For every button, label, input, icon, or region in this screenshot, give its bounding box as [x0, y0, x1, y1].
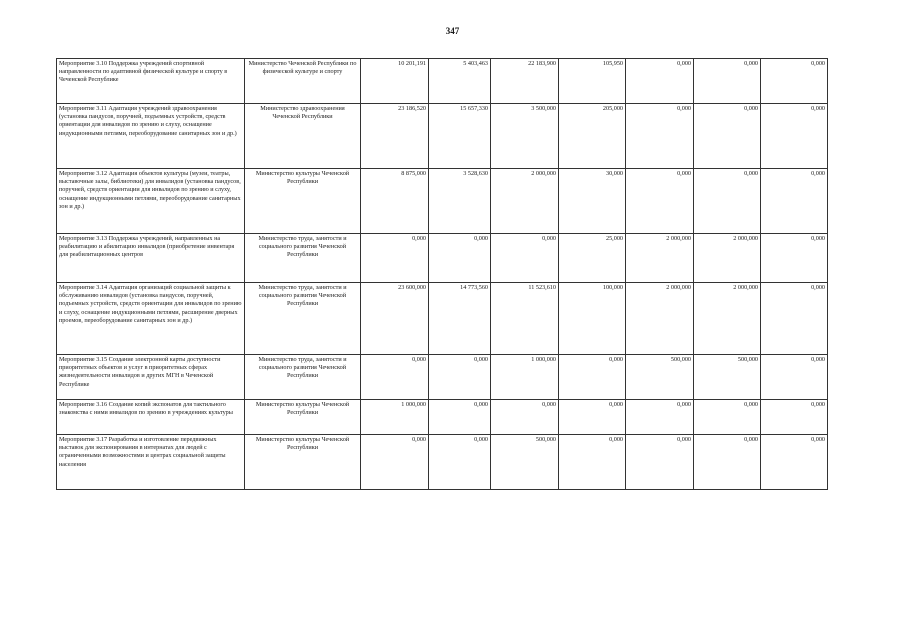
measure-name-cell: Мероприятие 3.11 Адаптация учреждений здравоохранения (установка пандусов, поручней, подъемных устройств, средств ориентации для инвалидов по зрению и слуху, оснащение индукционными петлями, переоборудование санитарных зон и др.) [57, 104, 245, 169]
amount-cell: 0,000 [694, 59, 761, 104]
amount-cell: 0,000 [694, 104, 761, 169]
amount-cell: 15 657,330 [429, 104, 491, 169]
table-row [57, 234, 828, 283]
amount-cell: 5 403,463 [429, 59, 491, 104]
amount-cell: 0,000 [626, 59, 694, 104]
measure-name-cell: Мероприятие 3.13 Поддержка учреждений, направленных на реабилитацию и абилитацию инвалидов (приобретение инвентаря для реабилитационных центров [57, 234, 245, 283]
measure-name-cell: Мероприятие 3.16 Создание копий экспонатов для тактильного знакомства с ними инвалидов по зрению в учреждениях культуры [57, 400, 245, 435]
amount-cell: 25,000 [559, 234, 626, 283]
executor-cell: Министерство труда, занятости и социального развития Чеченской Республики [245, 234, 361, 283]
amount-cell: 0,000 [429, 355, 491, 400]
amount-cell: 0,000 [491, 400, 559, 435]
amount-cell: 0,000 [361, 355, 429, 400]
amount-cell: 205,000 [559, 104, 626, 169]
measure-name-cell: Мероприятие 3.15 Создание электронной карты доступности приоритетных объектов и услуг в приоритетных сферах жизнедеятельности инвалидов и других МГН в Чеченской Республике [57, 355, 245, 400]
amount-cell: 0,000 [429, 400, 491, 435]
amount-cell: 22 183,900 [491, 59, 559, 104]
amount-cell: 0,000 [361, 234, 429, 283]
executor-cell: Министерство культуры Чеченской Республики [245, 435, 361, 490]
amount-cell: 0,000 [761, 435, 828, 490]
amount-cell: 0,000 [761, 355, 828, 400]
table-row [57, 400, 828, 435]
amount-cell: 23 186,520 [361, 104, 429, 169]
amount-cell: 0,000 [626, 400, 694, 435]
amount-cell: 10 201,191 [361, 59, 429, 104]
amount-cell: 3 528,630 [429, 169, 491, 234]
amount-cell: 0,000 [761, 59, 828, 104]
executor-cell: Министерство Чеченской Республики по физической культуре и спорту [245, 59, 361, 104]
amount-cell: 0,000 [761, 283, 828, 355]
amount-cell: 0,000 [694, 169, 761, 234]
amount-cell: 30,000 [559, 169, 626, 234]
amount-cell: 100,000 [559, 283, 626, 355]
amount-cell: 0,000 [761, 234, 828, 283]
measure-name-cell: Мероприятие 3.14 Адаптация организаций социальной защиты к обслуживанию инвалидов (установка пандусов, поручней, подъемных устройств, средств ориентации для инвалидов по зрению и слуху, оснащение индукционными петлями, расширение дверных проемов, переоборудование санитарных зон и др.) [57, 283, 245, 355]
amount-cell: 2 000,000 [626, 283, 694, 355]
amount-cell: 500,000 [694, 355, 761, 400]
amount-cell: 0,000 [761, 169, 828, 234]
executor-cell: Министерство культуры Чеченской Республики [245, 400, 361, 435]
measure-name-cell: Мероприятие 3.12 Адаптация объектов культуры (музеи, театры, выставочные залы, библиотеки) для инвалидов (установка пандусов, поручней, средств ориентации для инвалидов по зрению и слуху, оснащение индукционными петлями, переоборудование санитарных зон и др.) [57, 169, 245, 234]
amount-cell: 0,000 [559, 355, 626, 400]
budget-table [56, 58, 828, 490]
amount-cell: 8 875,000 [361, 169, 429, 234]
table-row [57, 104, 828, 169]
amount-cell: 0,000 [626, 104, 694, 169]
amount-cell: 0,000 [626, 169, 694, 234]
amount-cell: 3 500,000 [491, 104, 559, 169]
amount-cell: 105,950 [559, 59, 626, 104]
amount-cell: 0,000 [429, 234, 491, 283]
amount-cell: 1 000,000 [491, 355, 559, 400]
table-row [57, 169, 828, 234]
executor-cell: Министерство труда, занятости и социального развития Чеченской Республики [245, 283, 361, 355]
amount-cell: 0,000 [361, 435, 429, 490]
amount-cell: 500,000 [626, 355, 694, 400]
page-number: 347 [445, 26, 460, 36]
table-body [57, 59, 828, 490]
amount-cell: 0,000 [559, 435, 626, 490]
executor-cell: Министерство здравоохранения Чеченской Республики [245, 104, 361, 169]
amount-cell: 14 773,560 [429, 283, 491, 355]
amount-cell: 2 000,000 [491, 169, 559, 234]
table-row [57, 59, 828, 104]
table-row [57, 435, 828, 490]
table-row [57, 283, 828, 355]
amount-cell: 0,000 [626, 435, 694, 490]
amount-cell: 2 000,000 [694, 234, 761, 283]
amount-cell: 2 000,000 [626, 234, 694, 283]
amount-cell: 0,000 [694, 400, 761, 435]
executor-cell: Министерство культуры Чеченской Республики [245, 169, 361, 234]
amount-cell: 0,000 [429, 435, 491, 490]
amount-cell: 0,000 [761, 400, 828, 435]
amount-cell: 0,000 [761, 104, 828, 169]
amount-cell: 23 600,000 [361, 283, 429, 355]
amount-cell: 0,000 [694, 435, 761, 490]
measure-name-cell: Мероприятие 3.17 Разработка и изготовление передвижных выставок для экспонирования в интернатах для людей с ограниченными возможностями и центрах социальной защиты населения [57, 435, 245, 490]
measure-name-cell: Мероприятие 3.10 Поддержка учреждений спортивной направленности по адаптивной физической культуре и спорту в Чеченской Республике [57, 59, 245, 104]
amount-cell: 2 000,000 [694, 283, 761, 355]
amount-cell: 500,000 [491, 435, 559, 490]
amount-cell: 1 000,000 [361, 400, 429, 435]
table-row [57, 355, 828, 400]
amount-cell: 0,000 [491, 234, 559, 283]
executor-cell: Министерство труда, занятости и социального развития Чеченской Республики [245, 355, 361, 400]
amount-cell: 11 523,610 [491, 283, 559, 355]
amount-cell: 0,000 [559, 400, 626, 435]
